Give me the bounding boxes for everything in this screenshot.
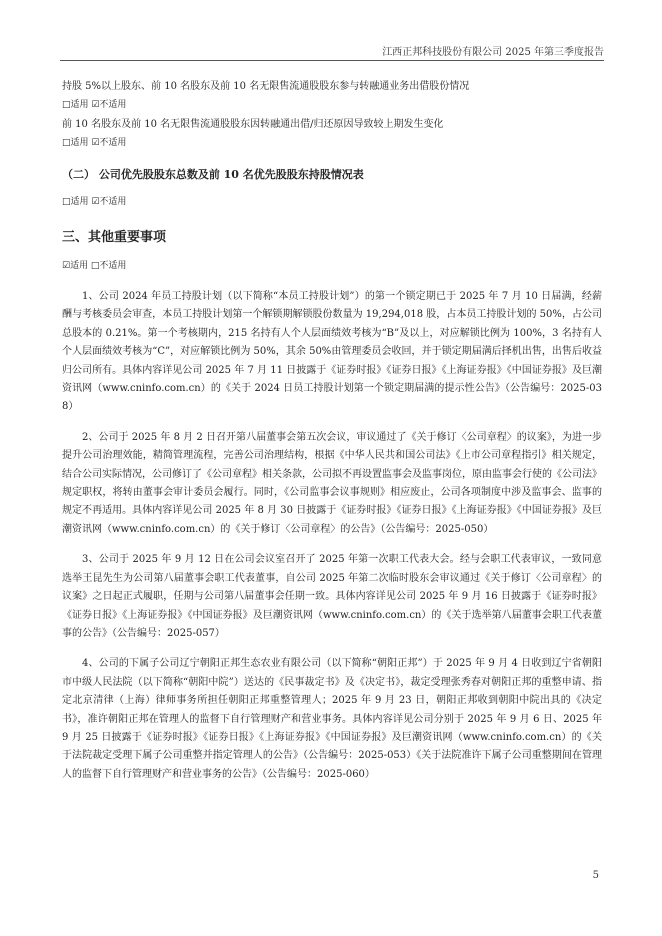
applicability-checkbox: □适用 ☑不适用 — [62, 197, 127, 207]
applicability-checkbox: □适用 ☑不适用 — [62, 100, 127, 110]
report-header-title: 江西正邦科技股份有限公司 2025 年第三季度报告 — [382, 47, 604, 58]
header-divider — [60, 60, 604, 61]
applicability-checkbox: □适用 ☑不适用 — [62, 138, 127, 148]
page-content — [62, 77, 602, 784]
lending-info-heading: 持股 5%以上股东、前 10 名股东及前 10 名无限售流通股股东参与转融通业务出借股份情况 — [62, 81, 470, 92]
page-number: 5 — [592, 870, 599, 881]
matter-paragraph: 1、公司 2024 年员工持股计划（以下简称“本员工持股计划”）的第一个锁定期已于 2025 年 7 月 10 日届满，经薪酬与考核委员会审查，本员工持股计划第一个解锁期解锁股份数量为 19,294,018 股，占本员工持股计划的 50%，占公司总股本的 0.21%。第一个考核期内，215 名持有人个人层面绩效考核为“B”及以上，对应解锁比例为 100%，3 名持有人个人层面绩效考核为“C”，对应解锁比例为 50%，其余 50%由管理委员会收回，并于锁定期届满后择机出售，出售后收益归公司所有。具体内容详见公司 2025 年 7 月 11 日披露于《证券时报》《证券日报》《上海证券报》《中国证券报》及巨潮资讯网（www.cninfo.com.cn）的《关于 2024 日员工持股计划第一个锁定期届满的提示性公告》（公告编号：2025-038） — [62, 291, 602, 413]
matter-paragraph: 3、公司于 2025 年 9 月 12 日在公司会议室召开了 2025 年第一次职工代表大会。经与会职工代表审议，一致同意选举王昆先生为公司第八届董事会职工代表董事，自公司 2025 年第二次临时股东会审议通过《关于修订〈公司章程〉的议案》之日起正式履职，任期与公司第八届董事会任期一致。具体内容详见公司 2025 年 9 月 16 日披露于《证券时报》《证券日报》《上海证券报》《中国证券报》及巨潮资讯网（www.cninfo.com.cn）的《关于选举第八届董事会职工代表董事的公告》（公告编号：2025-057） — [62, 554, 602, 639]
other-matters-section-title: 三、其他重要事项 — [62, 230, 167, 245]
matter-paragraph: 4、公司的下属子公司辽宁朝阳正邦生态农业有限公司（以下简称“朝阳正邦”）于 2025 年 9 月 4 日收到辽宁省朝阳市中级人民法院（以下简称“朝阳中院”）送达的《民事裁定书》及《决定书》，裁定受理张秀春对朝阳正邦的重整申请、指定北京清律（上海）律师事务所担任朝阳正邦重整管理人；2025 年 9 月 23 日，朝阳正邦收到朝阳中院出具的《决定书》，准许朝阳正邦在管理人的监督下自行管理财产和营业事务。具体内容详见公司分别于 2025 年 9 月 6 日、2025 年 9 月 25 日披露于《证券时报》《证券日报》《上海证券报》《中国证券报》及巨潮资讯网（www.cninfo.com.cn）的《关于法院裁定受理下属子公司重整并指定管理人的公告》（公告编号：2025-053）《关于法院准许下属子公司重整期间在管理人的监督下自行管理财产和营业事务的公告》（公告编号：2025-060） — [62, 658, 602, 780]
applicability-checkbox: ☑适用 □不适用 — [62, 261, 127, 271]
preferred-shares-section-title: （二） 公司优先股股东总数及前 10 名优先股股东持股情况表 — [62, 168, 364, 181]
lending-change-heading: 前 10 名股东及前 10 名无限售流通股股东因转融通出借/归还原因导致较上期发生变化 — [62, 119, 444, 130]
matter-paragraph: 2、公司于 2025 年 8 月 2 日召开第八届董事会第五次会议，审议通过了《关于修订〈公司章程〉的议案》，为进一步提升公司治理效能，精简管理流程，完善公司治理结构，根据《中华人民共和国公司法》《上市公司章程指引》相关规定，结合公司实际情况，公司修订了《公司章程》相关条款，公司拟不再设置监事会及监事岗位，原由监事会行使的《公司法》规定职权，将转由董事会审计委员会履行。同时，《公司监事会议事规则》相应废止，公司各项制度中涉及监事会、监事的规定不再适用。具体内容详见公司 2025 年 8 月 30 日披露于《证券时报》《证券日报》《上海证券报》《中国证券报》及巨潮资讯网（www.cninfo.com.cn）的《关于修订〈公司章程〉的公告》（公告编号：2025-050） — [62, 431, 602, 535]
